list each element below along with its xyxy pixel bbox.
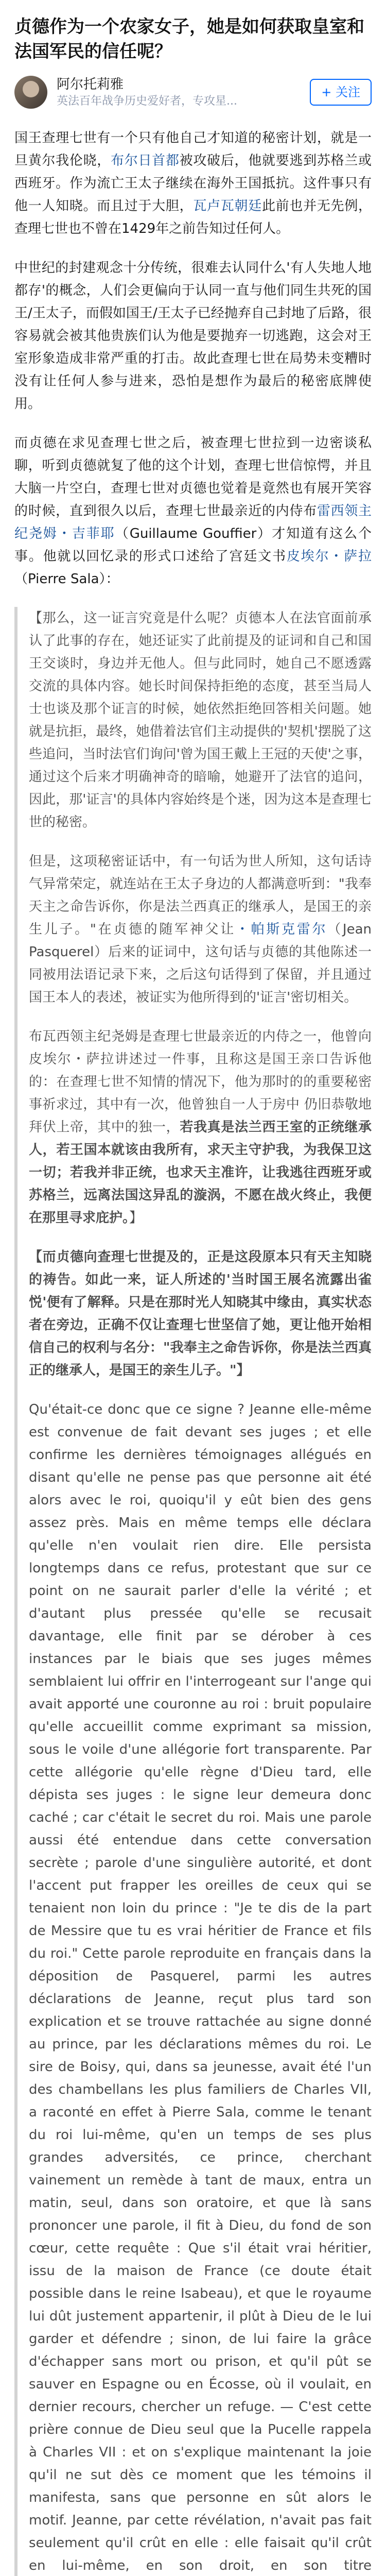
text-run: 而贞德在求见查理七世之后，被查理七世拉到一边密谈私聊，听到贞德就复了他的这个计划，查理七世信惊愕，并且大脑一片空白，查理七世对贞德也觉着是竟然也有展开笑容的时候，直到很久以后，查理七世最亲近的内侍布	[14, 435, 372, 519]
author-row	[14, 75, 372, 109]
avatar[interactable]	[14, 76, 47, 109]
text-run: 】	[129, 1210, 143, 1226]
question-title[interactable]: 贞德作为一个农家女子，她是如何获取皇室和法国军民的信任呢？	[14, 16, 364, 62]
answer-body	[14, 127, 372, 2576]
blockquote	[14, 607, 372, 2576]
text-run: 被攻破后，他就要逃到苏格兰或西班牙。作为流亡王太子继续在海外王国抵抗。这件事只有他一人知晓。而且过于大胆，	[14, 153, 372, 214]
inline-link[interactable]: 瓦卢瓦朝廷	[193, 198, 262, 214]
author-name[interactable]: 阿尔托莉雅	[57, 77, 124, 92]
text-run: （Jean Pasquerel）后来的证词中，这句话与贞德的其他陈述一同被用法语记录下来，之后这句话得到了保留，并且通过国王本人的表述，被证实为他所得到的'证言'密切相关。	[29, 922, 372, 1005]
paragraph-1	[14, 127, 372, 240]
text-run: 国王查理七世有一个只有他自己才知道的秘密计划，就是一旦黄尔我伦晓，	[14, 130, 372, 168]
paragraph-2: 中世纪的封建观念十分传统，很难去认同什么'有人失地人地都存'的概念，人们会更偏向于认同一直与他们同生共死的国王/王太子，而假如国王/王太子已经抛弃自己封地了后路，很容易就会被其他贵族们认为他是要抛弃一切逃跑，这会对王室形象造成非常严重的打击。故此查理七世在局势未变糟时没有让任何人参与进来，恐怕是想作为最后的秘密底牌使用。	[14, 260, 372, 412]
follow-button[interactable]: + 关注	[310, 79, 372, 106]
inline-link[interactable]: ・帕斯克雷尔	[235, 922, 328, 937]
bold-text: 若我真是法兰西王室的正统继承人，若王国本就该由我所有，求天主守护我，为我保卫这一切；若我并非正统，也求天主准许，让我逃往西班牙或苏格兰，远离法国这异乱的漩涡，不愿在战火终止，我便在那里寻求庇护。	[29, 1120, 372, 1226]
inline-link[interactable]: 布尔日首都	[111, 153, 180, 168]
inline-link[interactable]: 皮埃尔・萨拉	[286, 549, 372, 564]
french-original-quote: Qu'était-ce donc que ce signe ? Jeanne elle-même est convenue de fait devant ses juges ; et elle confirme les dernières témoignages allégués en disant qu'elle ne pense pas que personne ait été alors avec le roi, quoiqu'il y eût bien des gens assez près. Mais en même temps elle déclara qu'elle n'en voulait rien dire. Elle persista longtemps dans ce refus, protestant que sur ce point on ne saurait parler d'elle la vérité ; et d'autant plus pressée qu'elle se recusait davantage, elle finit par se dérober à ces instances par le biais que ses juges mêmes semblaient lui offrir en l'interrogeant sur l'ange qui avait apporté une couronne au roi : bruit populaire qu'elle accueillit comme exprimant sa mission, sous le voile d'une allégorie fort transparente. Par cette allégorie qu'elle règne d'Dieu tard, elle dépista ses juges : le signe leur demeura donc caché ; car c'était le secret du roi. Mais une parole aussi été entendue dans cette conversation secrète ; parole d'une singulière autorité, et dont l'accent put frapper les oreilles de ceux qui se tenaient non loin du prince : "Je te dis de la part de Messire que tu es vrai héritier de France et fils du roi." Cette parole reproduite en français dans la déposition de Pasquerel, parmi les autres déclarations de Jeanne, reçut plus tard son explication et se trouve rattachée au signe donné au prince, par les déclarations mêmes du roi. Le sire de Boisy, qui, dans sa jeunesse, avait été l'un des chambellans les plus familiers de Charles VII, a raconté en effet à Pierre Sala, comme le tenant du roi lui-même, qu'en un temps de ses plus grandes adversités, ce prince, cherchant vainement un remède à tant de maux, entra un matin, seul, dans son oratoire, et que là sans prononcer une parole, il fit à Dieu, du fond de son cœur, cette requête : Que s'il était vrai héritier, issu de la maison de France (ce doute était possible dans le reine Isabeau), et que le royaume lui dût justement appartenir, il plût à Dieu de le lui garder et défendre ; sinon, de lui faire la grâce d'échapper sans mort ou prison, et qu'il pût se sauver en Espagne ou en Écosse, où il voulait, en dernier recours, chercher un refuge. — C'est cette prière connue de Dieu seul que la Pucelle rappela à Charles VII : et on s'explique maintenant la joie qu'il ne sut dès ce moment que les témoins il manifesta, sans que personne en sût alors le motif. Jeanne, par cette révélation, n'avait pas fait seulement qu'il crût en elle : elle faisait qu'il crût en lui-même, en son droit, en son titre	[29, 1402, 372, 2573]
paragraph-3	[14, 432, 372, 590]
author-bio: 英法百年战争历史爱好者，专攻星...	[57, 95, 237, 108]
text-run: （Pierre Sala）：	[14, 571, 119, 587]
quote-paragraph-4: 【而贞德向查理七世提及的，正是这段原本只有天主知晓的祷告。如此一来，证人所述的'当时国王展名流露出雀悦'便有了解释。只是在那时光人知晓其中缘由，真实状态者在旁边，正确不仅让查理七世坚信了她，更让他开始相信自己的权利与名分："我奉主之命告诉你，你是法兰西真正的继承人，是国王的亲生儿子。"】	[29, 1249, 372, 1378]
author-info	[57, 75, 310, 109]
quote-paragraph-2	[29, 850, 372, 1009]
text-run: 此前也并无先例，查理七世也不曾在1429年之前告知过任何人。	[14, 198, 372, 236]
quote-paragraph-3	[29, 1025, 372, 1229]
text-run: 但是，这项秘密证话中，有一句话为世人所知，这句话诗气异常荣定，就连站在王太子身边的人都满意听到："我奉天主之命告诉你，你是法兰西真正的继承人，是国王的亲生儿子。"在贞德的随军神父让	[29, 854, 372, 937]
inline-link[interactable]: 雷西领主纪尧姆・吉菲耶	[14, 503, 372, 541]
text-run: （Guillaume Gouffier）才知道有这么个事。他就以回忆录的形式口述给了宫廷文书	[14, 526, 372, 564]
text-run: 布瓦西领主纪尧姆是查理七世最亲近的内侍之一，他曾向皮埃尔・萨拉讲述过一件事，且称这是国王亲口告诉他的：在查理七世不知情的情况下，他为那时的的重要秘密事祈求过，其中有一次，他曾独自一人于房中 仍旧恭敬地拜伏上帝，其中的独一，	[29, 1029, 372, 1135]
quote-paragraph-1: 【那么，这一证言究竟是什么呢？贞德本人在法官面前承认了此事的存在，她还证实了此前提及的证词和自己和国王交谈时，身边并无他人。但与此同时，她自己不愿透露交流的具体内容。她长时间保持拒绝的态度，甚至当局人士也谈及那个证言的时候，她依然拒绝回答相关问题。她就是抗拒，最终，她借着法官们主动提供的'契机'摆脱了这些追问，当时法官们询问'曾为国王戴上王冠的天使'之事，通过这个后来才明确神奇的暗喻，她避开了法官的追问，因此，那'证言'的具体内容始终是个迷，因为这本是查理七世的秘密。	[29, 611, 372, 830]
